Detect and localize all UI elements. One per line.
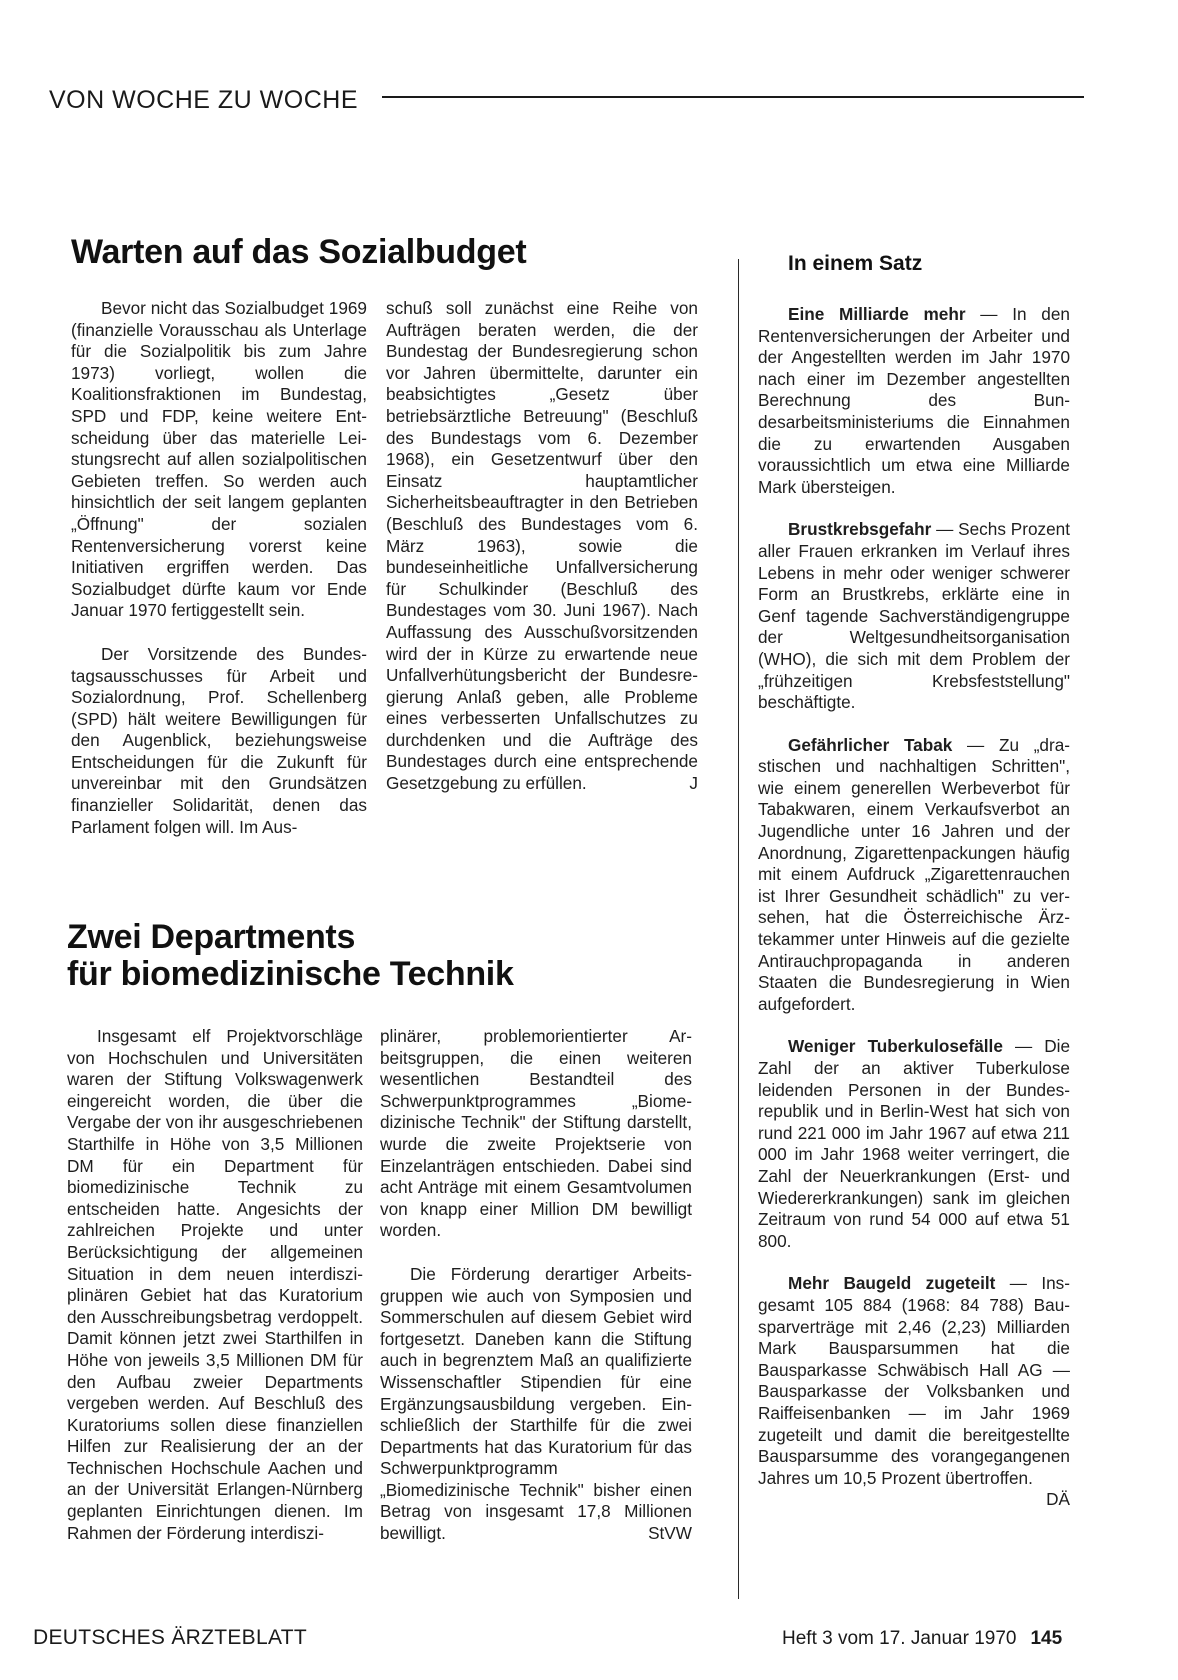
sidebar-entry-text: — Sechs Prozent aller Frauen erkranken im Verlauf ihres Lebens in mehr oder weniger schwerer Form an Brustkrebs, erklärte eine in Genf tagende Sachverständigengruppe der Weltgesundheitsorganisation (WHO), die sich mit dem Problem der „frühzeitigen Krebsfeststellung" beschäftigte. xyxy=(758,519,1070,713)
sidebar-entry-text: — Die Zahl der an aktiver Tuberkulose leidenden Personen in der Bundesrepublik und in Berlin-West hat sich von rund 221 000 im Jahr 1967 auf etwa 211 000 im Jahr 1968 weiter verringert, die Zahl der Neuerkrankungen (Erst- und Wiedererkrankungen) sank im gleichen Zeitraum von rund 54 000 auf etwa 51 800. xyxy=(758,1036,1070,1251)
sidebar-column xyxy=(758,304,1070,1511)
article-2-title-line: Zwei Departments xyxy=(67,918,356,956)
sidebar-entry xyxy=(758,304,1070,498)
footer-issue: Heft 3 vom 17. Januar 1970 xyxy=(782,1628,1017,1649)
footer-publication: DEUTSCHES ÄRZTEBLATT xyxy=(33,1626,307,1649)
column-divider xyxy=(738,259,739,1599)
sidebar-title: In einem Satz xyxy=(788,252,923,275)
sidebar-entry-text: — Insgesamt 105 884 (1968: 84 788) Bausparverträge mit 2,46 (2,23) Milliarden Mark Bausparsummen hat die Bausparkasse Schwäbisch Hall AG — Bausparkasse der Volksbanken und Raiffeisenbanken — im Jahr 1969 zugeteilt und damit die bereitgestellte Bausparsumme des vorangegangenen Jahres um 10,5 Prozent übertroffen. xyxy=(758,1273,1070,1488)
article-1-title: Warten auf das Sozialbudget xyxy=(71,233,527,271)
article-1-column-1 xyxy=(71,298,367,838)
sidebar-entry-title: Brustkrebsgefahr xyxy=(788,519,932,540)
article-1-column-2 xyxy=(386,298,698,795)
sidebar-entry xyxy=(758,735,1070,1016)
sidebar-entry xyxy=(758,1036,1070,1252)
sidebar-entry-title: Mehr Baugeld zugeteilt xyxy=(788,1273,996,1294)
article-2-signature: StVW xyxy=(648,1523,692,1544)
section-label: VON WOCHE ZU WOCHE xyxy=(49,86,358,114)
article-1-paragraph: Der Vorsitzende des Bundestagsausschusses für Arbeit und Sozialordnung, Prof. Schellenberg (SPD) hält weitere Bewilligungen für den Augenblick, beziehungsweise Entscheidungen für die Zukunft für unvereinbar mit den Grundsätzen finanzieller Solidarität, denen das Parlament folgen will. Im Aus- xyxy=(71,643,367,837)
article-2-title xyxy=(67,919,707,993)
article-1-paragraph: Bevor nicht das Sozialbudget 1969 (finanzielle Vorausschau als Unterlage für die Sozialpolitik bis zum Jahre 1973) vorliegt, wollen die Koalitionsfraktionen im Bundestag, SPD und FDP, keine weitere Entscheidung über das materielle Leistungsrecht auf allen sozialpolitischen Gebieten treffen. So werden auch hinsichtlich der seit langem geplanten „Öffnung" der sozialen Rentenversicherung vorerst keine Initiativen ergriffen werden. Das Sozialbudget dürfte kaum vor Ende Januar 1970 fertiggestellt sein. xyxy=(71,298,367,621)
sidebar-entry-title: Gefährlicher Tabak xyxy=(788,734,953,755)
article-2-paragraph xyxy=(380,1264,692,1545)
sidebar-entry-title: Weniger Tuberkulosefälle xyxy=(788,1036,1003,1057)
sidebar-signature: DÄ xyxy=(1046,1489,1070,1510)
article-1-signature: J xyxy=(689,773,698,794)
sidebar-entry xyxy=(758,519,1070,713)
article-2-title-line: für biomedizinische Technik xyxy=(67,955,514,993)
article-1-paragraph-text: schuß soll zunächst eine Reihe von Aufträgen beraten werden, die der Bundestag der Bundesregierung schon vor Jahren übermittelte, darunter ein beabsichtigtes „Gesetz über betriebsärztliche Betreuung" (Beschluß des Bundestags vom 6. Dezember 1968), ein Gesetzentwurf über den Einsatz hauptamtlicher Sicherheitsbeauftragter in den Betrieben (Beschluß des Bundestages vom 6. März 1963), sowie die bundeseinheitliche Unfallversicherung für Schulkinder (Beschluß des Bundestages vom 30. Juni 1967). Nach Auffassung des Ausschußvorsitzenden wird der in Kürze zu erwartende neue Unfallverhütungsbericht der Bundesregierung Anlaß geben, alle Probleme eines verbesserten Unfallschutzes zu durchdenken und die Aufträge des Bundestages durch eine entsprechende Gesetzgebung zu erfüllen. xyxy=(386,298,698,794)
sidebar-entry-title: Eine Milliarde mehr xyxy=(788,304,966,324)
article-2-paragraph: Insgesamt elf Projektvorschläge von Hochschulen und Universitäten waren der Stiftung Volkswagenwerk eingereicht worden, die über die Vergabe der von ihr ausgeschriebenen Starthilfe in Höhe von 3,5 Millionen DM für ein Department für biomedizinische Technik zu entscheiden hatte. Angesichts der zahlreichen Projekte und unter Berücksichtigung der allgemeinen Situation in dem neuen interdisziplinären Gebiet hat das Kuratorium den Ausschreibungsbetrag verdoppelt. Damit können jetzt zwei Starthilfen in Höhe von jeweils 3,5 Millionen DM für den Aufbau zweier Departments vergeben werden. Auf Beschluß des Kuratoriums sollen diese finanziellen Hilfen zur Realisierung der an der Technischen Hochschule Aachen und an der Universität Erlangen-Nürnberg geplanten Einrichtungen dienen. Im Rahmen der Förderung interdiszi- xyxy=(67,1026,363,1543)
article-2-paragraph: plinärer, problemorientierter Arbeitsgruppen, die einen weiteren wesentlichen Bestandteil des Schwerpunktprogrammes „Biomedizinische Technik" der Stiftung darstellt, wurde die zweite Projektserie von Einzelanträgen entschieden. Dabei sind acht Anträge mit einem Gesamtvolumen von knapp einer Million DM bewilligt worden. xyxy=(380,1026,692,1241)
article-2-column-2 xyxy=(380,1026,692,1545)
article-1-paragraph xyxy=(386,298,698,795)
page-number: 145 xyxy=(1030,1628,1063,1649)
article-2-column-1 xyxy=(67,1026,363,1544)
footer-issue-info xyxy=(782,1628,1062,1650)
article-2-paragraph-text: Die Förderung derartiger Arbeitsgruppen wie auch von Symposien und Sommerschulen auf diesem Gebiet wird fortgesetzt. Daneben kann die Stiftung auch in begrenztem Maß an qualifizierte Wissenschaftler Stipendien für eine Ergänzungsausbildung vergeben. Einschließlich der Starthilfe für die zwei Departments hat das Kuratorium für das Schwerpunktprogramm „Biomedizinische Technik" bisher einen Betrag von insgesamt 17,8 Millionen bewilligt. xyxy=(380,1263,692,1544)
sidebar-entry xyxy=(758,1273,1070,1510)
header-rule xyxy=(382,96,1084,98)
sidebar-entry-text: — Zu „drastischen und nachhaltigen Schritten", wie einem generellen Werbeverbot für Tabakwaren, einem Verkaufsverbot an Jugendliche unter 16 Jahren und der Anordnung, Zigarettenpackungen häufig mit einem Aufdruck „Zigarettenrauchen ist Ihrer Gesundheit schädlich" zu versehen, hat die Österreichische Ärztekammer unter Hinweis auf die gezielte Antirauchpropaganda in anderen Staaten die Bundesregierung in Wien aufgefordert. xyxy=(758,734,1070,1014)
sidebar-entry-text: — In den Rentenversicherungen der Arbeiter und der Angestellten werden im Jahr 1970 nach einer im Dezember angestellten Berechnung des Bundesarbeitsministeriums die Einnahmen die zu erwartenden Ausgaben voraussichtlich um etwa eine Milliarde Mark übersteigen. xyxy=(758,304,1070,497)
